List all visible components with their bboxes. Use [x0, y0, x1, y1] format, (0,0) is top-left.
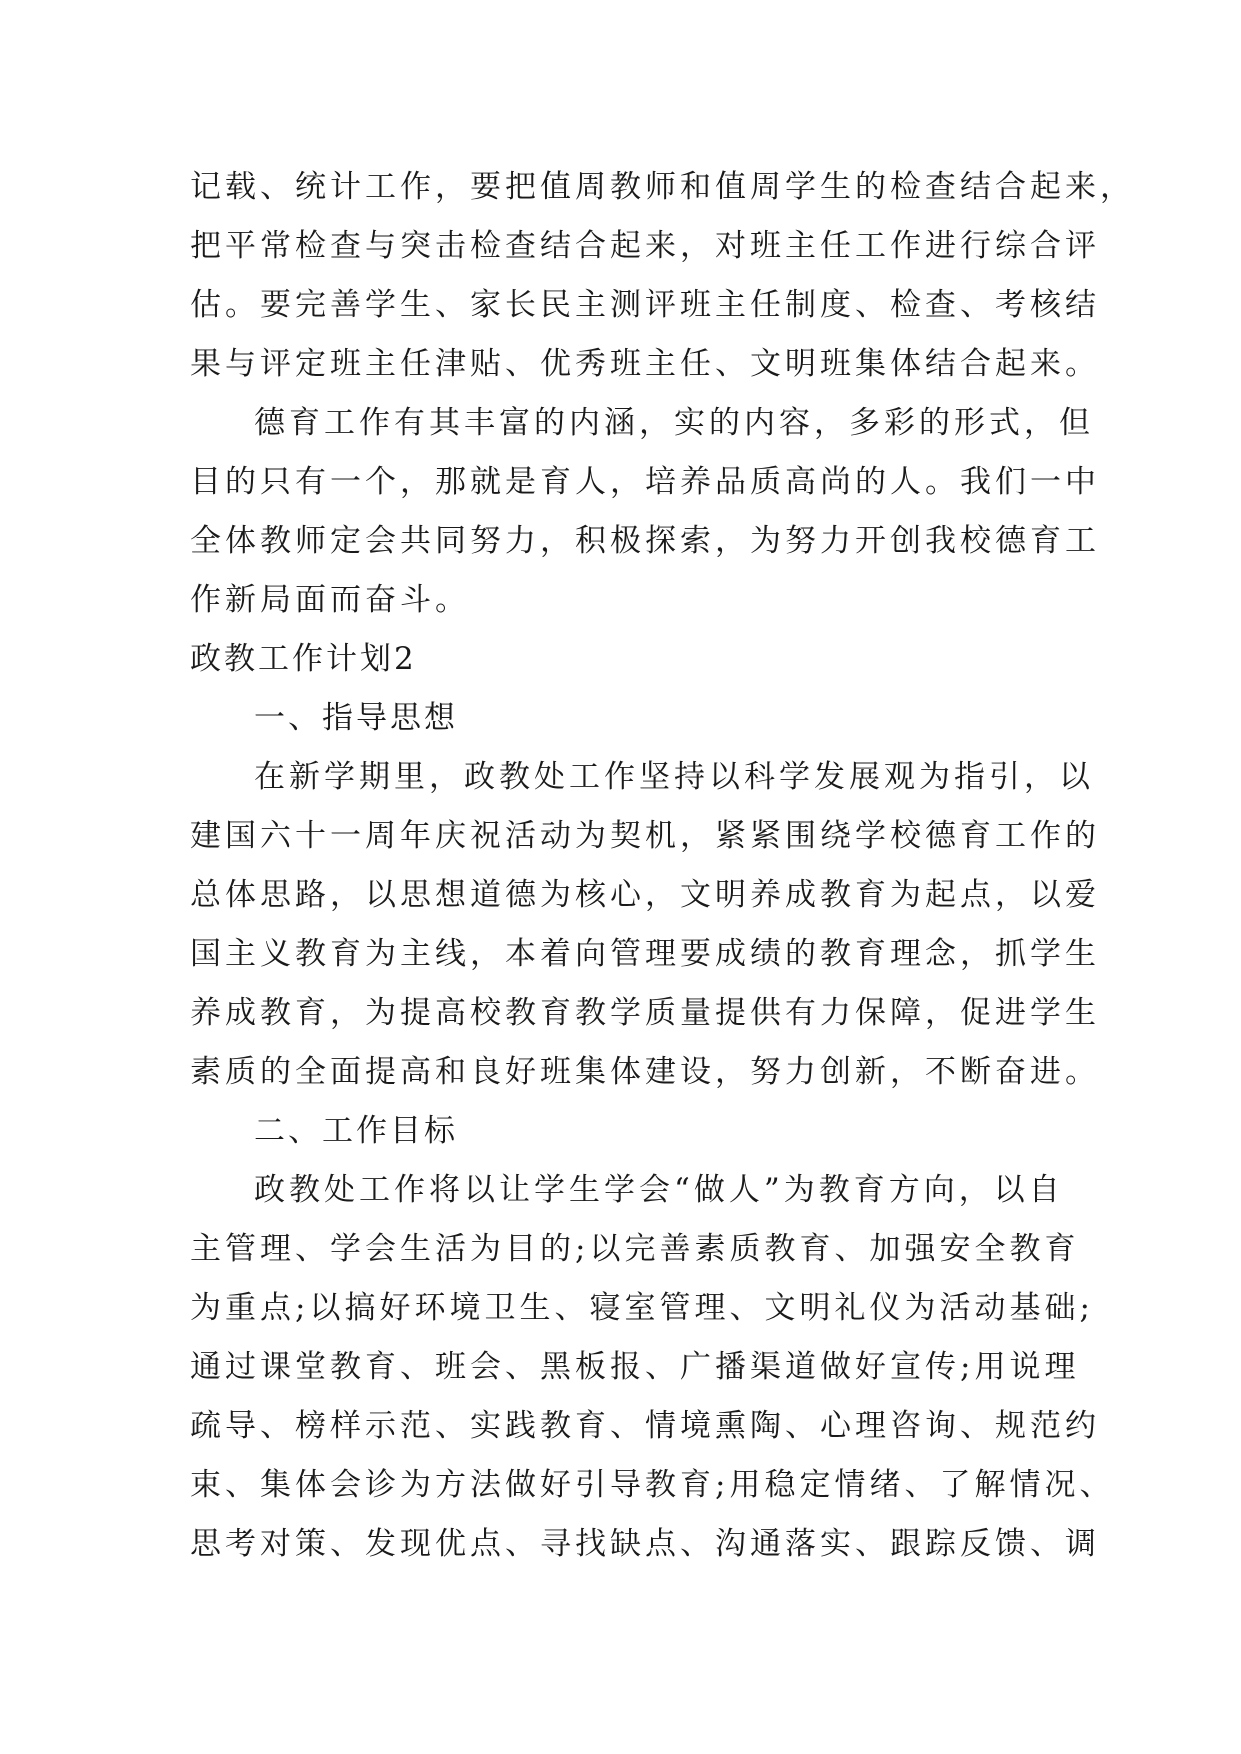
text-line: 把平常检查与突击检查结合起来，对班主任工作进行综合评	[190, 228, 1100, 264]
text-line: 估。要完善学生、家长民主测评班主任制度、检查、考核结	[190, 287, 1100, 323]
text-line: 疏导、榜样示范、实践教育、情境熏陶、心理咨询、规范约	[190, 1408, 1100, 1444]
text-line: 束、集体会诊为方法做好引导教育;用稳定情绪、了解情况、	[190, 1467, 1115, 1503]
text-line: 国主义教育为主线，本着向管理要成绩的教育理念，抓学生	[190, 936, 1100, 972]
paragraph-start-line: 政教处工作将以让学生学会“做人”为教育方向，以自	[254, 1172, 1064, 1208]
text-line: 目的只有一个，那就是育人，培养品质高尚的人。我们一中	[190, 464, 1100, 500]
text-line: 全体教师定会共同努力，积极探索，为努力开创我校德育工	[190, 523, 1100, 559]
text-line: 为重点;以搞好环境卫生、寝室管理、文明礼仪为活动基础;	[190, 1290, 1094, 1326]
text-line: 养成教育，为提高校教育教学质量提供有力保障，促进学生	[190, 995, 1100, 1031]
text-line: 通过课堂教育、班会、黑板报、广播渠道做好宣传;用说理	[190, 1349, 1080, 1385]
text-line: 主管理、学会生活为目的;以完善素质教育、加强安全教育	[190, 1231, 1080, 1267]
text-line: 果与评定班主任津贴、优秀班主任、文明班集体结合起来。	[190, 346, 1100, 382]
text-line: 建国六十一周年庆祝活动为契机，紧紧围绕学校德育工作的	[190, 818, 1100, 854]
text-line: 记载、统计工作，要把值周教师和值周学生的检查结合起来，	[190, 169, 1135, 205]
paragraph-start-line: 在新学期里，政教处工作坚持以科学发展观为指引，以	[254, 759, 1094, 795]
paragraph-start-line: 德育工作有其丰富的内涵，实的内容，多彩的形式，但	[254, 405, 1094, 441]
text-line: 作新局面而奋斗。	[190, 582, 470, 618]
document-body	[190, 158, 1135, 1574]
text-line: 思考对策、发现优点、寻找缺点、沟通落实、跟踪反馈、调	[190, 1526, 1100, 1562]
text-line: 素质的全面提高和良好班集体建设，努力创新，不断奋进。	[190, 1054, 1100, 1090]
text-line: 总体思路，以思想道德为核心，文明养成教育为起点，以爱	[190, 877, 1100, 913]
section-title: 政教工作计划2	[190, 641, 417, 677]
subsection-heading-work-goals: 二、工作目标	[254, 1113, 458, 1149]
subsection-heading-guiding-ideology: 一、指导思想	[254, 700, 458, 736]
